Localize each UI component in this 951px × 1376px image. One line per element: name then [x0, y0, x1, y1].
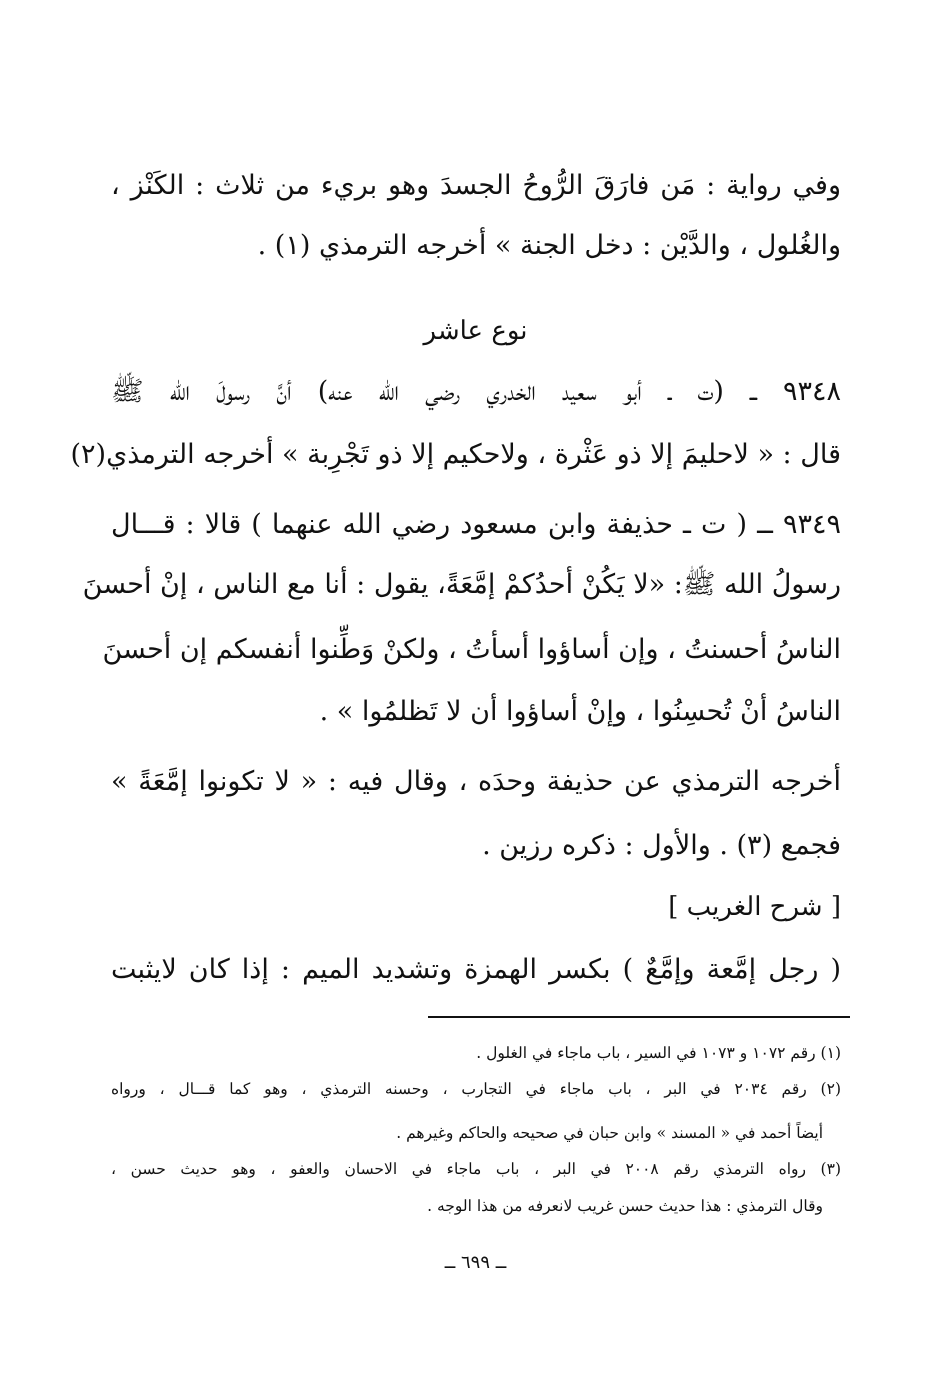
- takhrij-line-2: فجمع (٣) . والأول : ذكره رزين .: [482, 830, 841, 861]
- hadith-9349-line-2: رسولُ الله ﷺ: «لا يَكُنْ أحدُكمْ إمَّعَةً، يقول : أنا مع الناس ، إنْ أحسنَ: [82, 569, 841, 600]
- hadith-9349-line-4: الناسُ أنْ تُحسِنُوا ، وإنْ أساؤوا أن لا تَظلمُوا » .: [319, 696, 841, 727]
- gharib-heading: [ شرح الغريب ]: [668, 892, 841, 922]
- footnote-3-line-1: (٣) رواه الترمذي رقم ٢٠٠٨ في البر ، باب ماجاء في الاحسان والعفو ، وهو حديث حسن ،: [111, 1160, 841, 1178]
- footnote-separator: [428, 1016, 850, 1018]
- hadith-9349-line-3: الناسُ أحسنتُ ، وإن أساؤوا أسأتُ ، ولكنْ وَطِّنوا أنفسكم إن أحسنَ: [102, 634, 841, 665]
- page-number: ــ ٦٩٩ ــ: [444, 1252, 507, 1273]
- section-title: نوع عاشر: [423, 316, 528, 346]
- hadith-9348-line-2: قال : « لاحليمَ إلا ذو عَثْرة ، ولاحكيم إلا ذو تَجْرِبة » أخرجه الترمذي(٢): [70, 439, 841, 470]
- takhrij-line-1: أخرجه الترمذي عن حذيفة وحدَه ، وقال فيه : « لا تكونوا إمَّعَةً »: [111, 766, 841, 797]
- footnote-1: (١) رقم ١٠٧٢ و ١٠٧٣ في السير ، باب ماجاء في الغلول .: [476, 1044, 841, 1062]
- footnote-2-line-1: (٢) رقم ٢٠٣٤ في البر ، باب ماجاء في التجارب ، وحسنه الترمذي ، وهو كما قـــال ، ورواه: [111, 1080, 841, 1098]
- body-line-2: والغُلول ، والدَّيْن : دخل الجنة » أخرجه الترمذي (١) .: [257, 230, 841, 261]
- hadith-9349-line-1: ٩٣٤٩ ــ ( ت ـ حذيفة وابن مسعود رضي الله عنهما ) قالا : قـــال: [111, 509, 841, 540]
- footnote-2-line-2: أيضاً أحمد في « المسند » وابن حبان في صحيحه والحاكم وغيرهم .: [396, 1124, 823, 1142]
- body-line-1: وفي رواية : مَن فارَقَ الرُّوحُ الجسدَ وهو بريء من ثلاث : الكَنْز ،: [111, 170, 841, 201]
- hadith-9348-line-1: ٩٣٤٨ ــ (ت ـ أبو سعيد الخدري رضي الله عنه) أنَّ رسولَ الله ﷺ: [111, 376, 841, 407]
- gharib-line: ( رجل إمَّعة وإمَّعٌ ) بكسر الهمزة وتشديد الميم : إذا كان لايثبت: [111, 954, 841, 985]
- footnote-3-line-2: وقال الترمذي : هذا حديث حسن غريب لانعرفه من هذا الوجه .: [427, 1197, 823, 1215]
